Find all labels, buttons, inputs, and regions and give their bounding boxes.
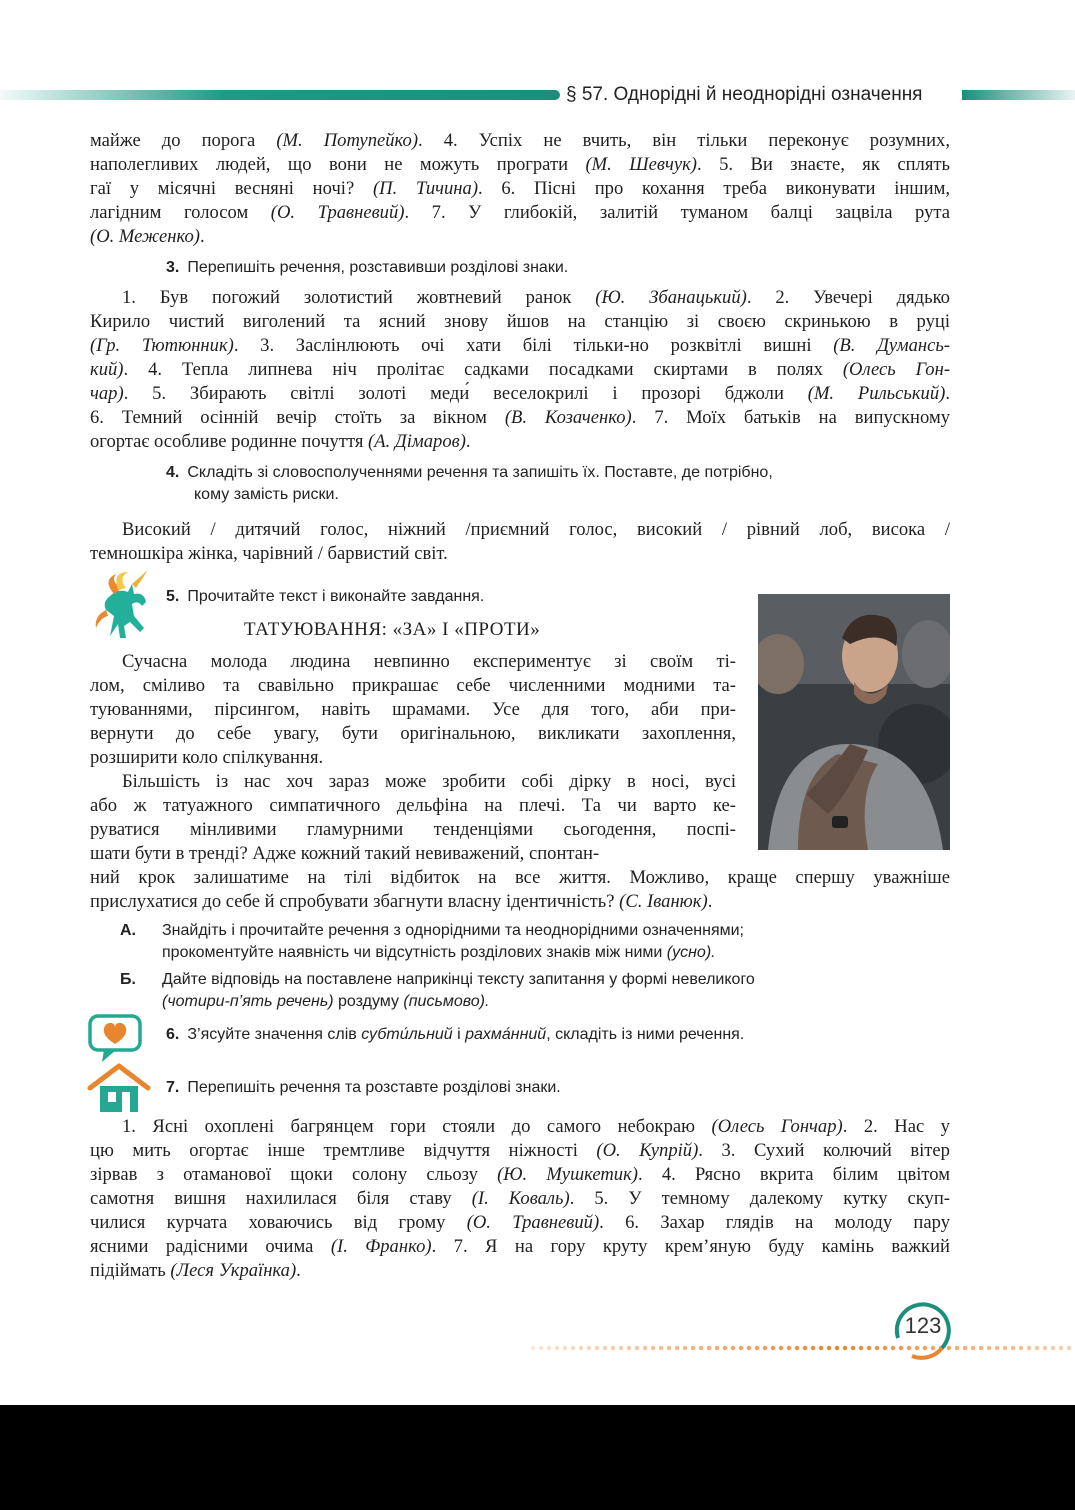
text-line: Більшість із нас хоч зараз може зробити собі дірку в носі, вусі [122, 771, 736, 792]
text-line: цю мить огортає інше тремтливе відчуття ніжності (О. Купрій). 3. Сухий колючий вітер [90, 1140, 950, 1161]
footer-dot [1035, 1346, 1039, 1350]
footer-dot [971, 1346, 975, 1350]
task-6 [166, 1024, 744, 1046]
text-line: прислухатися до себе й спробувати збагнути власну ідентичність? (С. Іванюк). [90, 891, 713, 912]
footer-dot [1067, 1346, 1071, 1350]
subtask-letter: Б. [120, 971, 136, 988]
task-3 [166, 257, 568, 279]
footer-dot [723, 1346, 727, 1350]
footer-dot [955, 1346, 959, 1350]
footer-dot [683, 1346, 687, 1350]
task-number: 4. [166, 464, 180, 481]
footer-dot [707, 1346, 711, 1350]
text-line: зірвав з отаманової щоки солону сльозу (Ю. Мушкетик). 4. Рясно вкрита білим цвітом [90, 1164, 950, 1185]
footer-dot [763, 1346, 767, 1350]
text-line: темношкіра жінка, чарівний / барвистий світ. [90, 543, 448, 564]
footer-dot [643, 1346, 647, 1350]
footer-dot [531, 1346, 535, 1350]
text-line: кий). 4. Тепла липнева ніч пролітає садками посадками скиртами в полях (Олесь Гон- [90, 359, 951, 380]
house-icon [86, 1062, 152, 1114]
task-text-and: і [452, 1026, 466, 1043]
page-number: 123 [904, 1313, 942, 1338]
paragraph-5c [90, 866, 950, 914]
task-text-line2: кому замість риски. [194, 486, 339, 503]
subtask-text-line1: Дайте відповідь на поставлене наприкінці тексту запитання у формі невеликого [162, 971, 755, 988]
text-line: Сучасна молода людина невпинно експериментує зі своїм ті- [122, 651, 736, 672]
subtask-text-line1: Знайдіть і прочитайте речення з однорідними та неоднорідними означеннями; [162, 922, 744, 939]
footer-dot [1011, 1346, 1015, 1350]
term-subtilnyi: субти́льний [361, 1026, 453, 1043]
text-line: або ж татуажного симпатичного дельфіна на плечі. Та чи варто ке- [90, 795, 736, 816]
subtask-note: (усно). [666, 944, 716, 961]
footer-dot [651, 1346, 655, 1350]
footer-dot [747, 1346, 751, 1350]
text-line: майже до порога (М. Потупейко). 4. Успіх не вчить, він тільки переконує розумних, [90, 130, 951, 151]
footer-dot [859, 1346, 863, 1350]
section-title: § 57. Однорідні й неоднорідні означення [566, 84, 923, 105]
text-line: чилися курчата ховаючись від грому (О. Травневий). 6. Захар глядів на молоду пару [90, 1212, 950, 1233]
task-7 [166, 1077, 561, 1099]
footer-dot [675, 1346, 679, 1350]
text-title: ТАТУЮВАННЯ: «ЗА» І «ПРОТИ» [244, 619, 541, 640]
footer-dot [843, 1346, 847, 1350]
footer-dot [1043, 1346, 1047, 1350]
footer-dot [883, 1346, 887, 1350]
task-text: З’ясуйте значення слів [187, 1026, 362, 1043]
footer-dot [851, 1346, 855, 1350]
text-line: гаї у місячні весняні ночі? (П. Тичина). 6. Пісні про кохання треба виконувати іншим, [90, 178, 950, 199]
footer-dot [731, 1346, 735, 1350]
text-line: чар). 5. Збирають світлі золоті меди́ веселокрилі і прозорі бджоли (М. Рильський). [90, 383, 950, 404]
task-text-line1: Складіть зі словосполученнями речення та запишіть їх. Поставте, де потрібно, [187, 464, 773, 481]
footer-dot [963, 1346, 967, 1350]
subtask-text-mid: роздуму [333, 993, 404, 1010]
footer-dot [563, 1346, 567, 1350]
task-4 [166, 462, 773, 506]
text-line: руватися мінливими гламурними тенденціями сьогодення, поспі- [90, 819, 736, 840]
text-line: лом, сміливо та свавільно прикрашає себе численними модними та- [90, 675, 736, 696]
text-line: розширити коло спілкування. [90, 747, 324, 768]
footer-dot [627, 1346, 631, 1350]
footer-dot [875, 1346, 879, 1350]
heart-chat-icon [88, 1014, 142, 1064]
footer-dot [547, 1346, 551, 1350]
footer-dot [635, 1346, 639, 1350]
footer-dot [787, 1346, 791, 1350]
footer-dot [1019, 1346, 1023, 1350]
task-number: 6. [166, 1026, 180, 1043]
text-line: 1. Ясні охоплені багрянцем гори стояли до самого небокраю (Олесь Гончар). 2. Нас у [122, 1116, 950, 1137]
subtask-note-1: (чотири-п’ять речень) [162, 993, 334, 1010]
text-line: Кирило чистий виголений та ясний знову йшов на станцію зі своєю скринькою в руці [90, 311, 950, 332]
paragraph-5a [90, 650, 736, 770]
task-number: 7. [166, 1079, 180, 1096]
text-line: наполегливих людей, що вони не можуть програти (М. Шевчук). 5. Ви знаєте, як сплять [90, 154, 950, 175]
footer-dot [587, 1346, 591, 1350]
footer-dot [811, 1346, 815, 1350]
text-line: (Гр. Тютюнник). 3. Заслінлюють очі хати білі тільки-но розквітлі вишні (В. Думансь- [90, 335, 950, 356]
footer-dot [779, 1346, 783, 1350]
footer-dots [530, 1345, 1075, 1351]
paragraph-5b [90, 770, 736, 866]
footer-dot [715, 1346, 719, 1350]
task-text-end: , складіть із ними речення. [546, 1026, 745, 1043]
footer-dot [867, 1346, 871, 1350]
subtask-note-2: (письмово). [403, 993, 490, 1010]
paragraph-4 [90, 518, 950, 566]
task-text: Прочитайте текст і виконайте завдання. [187, 588, 485, 605]
paragraph-1 [90, 129, 950, 249]
text-line: ний крок залишатиме на тілі відбиток на все життя. Можливо, краще спершу уважніше [90, 867, 950, 888]
footer-dot [699, 1346, 703, 1350]
footer-dot [539, 1346, 543, 1350]
subtask-b [120, 969, 755, 1013]
footer-dot [691, 1346, 695, 1350]
footer-dot [659, 1346, 663, 1350]
term-rakhmannyi: рахма́нний [465, 1026, 547, 1043]
text-line: лагідним голосом (О. Травневий). 7. У глибокій, залитій туманом балці зацвіла рута [90, 202, 951, 223]
footer-dot [603, 1346, 607, 1350]
text-line: 1. Був погожий золотистий жовтневий ранок (Ю. Збанацький). 2. Увечері дядько [122, 287, 950, 308]
footer-dot [1051, 1346, 1055, 1350]
task-number: 3. [166, 259, 180, 276]
footer-dot [979, 1346, 983, 1350]
footer-dot [771, 1346, 775, 1350]
footer-dot [611, 1346, 615, 1350]
footer-dot [739, 1346, 743, 1350]
task-text: Перепишіть речення, розставивши розділові знаки. [187, 259, 569, 276]
footer-dot [1003, 1346, 1007, 1350]
text-line: 6. Темний осінній вечір стоїть за вікном (В. Козаченко). 7. Моїх батьків на випускному [90, 407, 951, 428]
footer-dot [835, 1346, 839, 1350]
text-line: огортає особливе родинне почуття (А. Дімаров). [90, 431, 471, 452]
text-line: шати бути в тренді? Адже кожний такий невиважений, спонтан- [90, 843, 600, 864]
paragraph-7 [90, 1115, 950, 1283]
screen-bottom-bar [0, 1405, 1075, 1510]
text-line: Високий / дитячий голос, ніжний /приємний голос, високий / рівний лоб, висока / [122, 519, 950, 540]
footer-dot [987, 1346, 991, 1350]
subtask-a [120, 920, 744, 964]
text-line: вернути до себе увагу, бути оригінальною, викликати захоплення, [90, 723, 736, 744]
header-bar-right [962, 90, 1075, 100]
man-with-tattoos-photo [758, 594, 950, 850]
task-5 [166, 586, 484, 608]
text-line: самотня вишня нахилилася біля ставу (І. Коваль). 5. У темному далекому кутку скуп- [90, 1188, 950, 1209]
footer-dot [1027, 1346, 1031, 1350]
footer-dot [619, 1346, 623, 1350]
unicorn-icon [88, 566, 160, 642]
footer-dot [995, 1346, 999, 1350]
paragraph-3 [90, 286, 950, 454]
text-line: (О. Меженко). [90, 226, 205, 247]
text-line: ясними радісними очима (І. Франко). 7. Я на гору круту крем’яную буду камінь важкий [90, 1236, 950, 1257]
footer-dot [827, 1346, 831, 1350]
footer-dot [571, 1346, 575, 1350]
task-number: 5. [166, 588, 180, 605]
footer-dot [667, 1346, 671, 1350]
footer-dot [595, 1346, 599, 1350]
text-line: туюваннями, пірсингом, навіть шрамами. Усе для того, аби при- [90, 699, 736, 720]
footer-dot [1059, 1346, 1063, 1350]
footer-dot [803, 1346, 807, 1350]
subtask-text-line2: прокоментуйте наявність чи відсутність розділових знаків між ними [162, 944, 663, 961]
footer-dot [579, 1346, 583, 1350]
footer-dot [819, 1346, 823, 1350]
footer-dot [555, 1346, 559, 1350]
text-line: підіймать (Леся Українка). [90, 1260, 301, 1281]
task-text: Перепишіть речення та розставте розділові знаки. [187, 1079, 561, 1096]
header-bar-left [0, 90, 560, 100]
footer-dot [795, 1346, 799, 1350]
subtask-letter: А. [120, 922, 136, 939]
footer-dot [755, 1346, 759, 1350]
